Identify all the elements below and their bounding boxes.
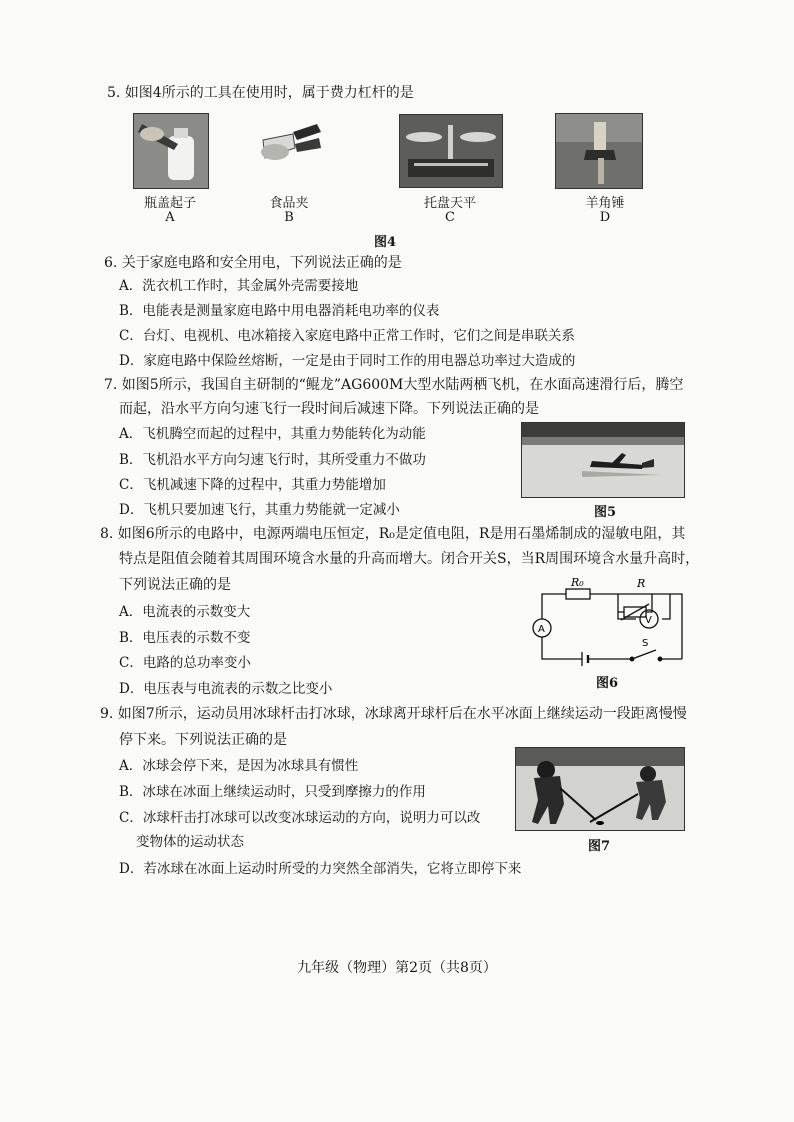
q9-option-a[interactable]: A．冰球会停下来，是因为冰球具有惯性: [119, 758, 359, 774]
q8-option-a[interactable]: A．电流表的示数变大: [119, 604, 251, 620]
food-tongs-icon: [253, 118, 323, 182]
q9-option-b[interactable]: B．冰球在冰面上继续运动时，只受到摩擦力的作用: [119, 784, 426, 800]
circuit-diagram: [524, 576, 690, 668]
balance-scale-icon: [400, 115, 502, 187]
q7-option-a[interactable]: A．飞机腾空而起的过程中，其重力势能转化为动能: [119, 426, 426, 442]
tool-name-a: 瓶盖起子: [143, 196, 196, 211]
q9-stem-line2: 停下来。下列说法正确的是: [119, 732, 287, 748]
tool-letter-c: C: [445, 210, 455, 225]
figure-5-photo: [521, 422, 685, 498]
tool-photo-claw-hammer: [555, 113, 643, 189]
q8-stem-line1: 8. 如图6所示的电路中，电源两端电压恒定，R₀是定值电阻，R是用石墨烯制成的湿敏电阻，其: [100, 526, 686, 542]
q8-stem-line2: 特点是阻值会随着其周围环境含水量的升高而增大。闭合开关S，当R周围环境含水量升高时，: [119, 551, 700, 567]
seaplane-icon: [522, 423, 684, 497]
q9-option-c-line2: 变物体的运动状态: [136, 834, 244, 850]
tool-photo-food-tongs: [253, 118, 323, 182]
q6-stem: 6. 关于家庭电路和安全用电，下列说法正确的是: [104, 255, 402, 271]
q6-option-c[interactable]: C．台灯、电视机、电冰箱接入家庭电路中正常工作时，它们之间是串联关系: [119, 328, 575, 344]
figure-5-label: 图5: [594, 505, 617, 520]
q6-option-a[interactable]: A．洗衣机工作时，其金属外壳需要接地: [119, 278, 359, 294]
tool-letter-a: A: [165, 210, 175, 225]
claw-hammer-icon: [556, 114, 642, 188]
q8-option-c[interactable]: C．电路的总功率变小: [119, 655, 251, 671]
tool-photo-bottle-opener: [133, 113, 209, 189]
figure-7-label: 图7: [588, 839, 611, 854]
q7-stem-line2: 而起，沿水平方向匀速飞行一段时间后减速下降。下列说法正确的是: [119, 401, 539, 417]
r0-label: R₀: [571, 576, 584, 589]
q9-option-d[interactable]: D．若冰球在冰面上运动时所受的力突然全部消失，它将立即停下来: [119, 861, 522, 877]
q9-stem-line1: 9. 如图7所示，运动员用冰球杆击打冰球，冰球离开球杆后在水平冰面上继续运动一段距离慢慢: [100, 706, 687, 722]
q7-stem-line1: 7. 如图5所示，我国自主研制的“鲲龙”AG600M大型水陆两栖飞机，在水面高速滑行后，腾空: [104, 377, 684, 393]
q6-option-b[interactable]: B．电能表是测量家庭电路中用电器消耗电功率的仪表: [119, 303, 440, 319]
q7-option-d[interactable]: D．飞机只要加速飞行，其重力势能就一定减小: [119, 502, 400, 518]
q7-option-b[interactable]: B．飞机沿水平方向匀速飞行时，其所受重力不做功: [119, 452, 426, 468]
q5-stem: 5. 如图4所示的工具在使用时，属于费力杠杆的是: [107, 85, 414, 101]
bottle-opener-icon: [134, 114, 208, 188]
q6-option-d[interactable]: D．家庭电路中保险丝熔断，一定是由于同时工作的用电器总功率过大造成的: [119, 353, 576, 369]
q7-option-c[interactable]: C．飞机减速下降的过程中，其重力势能增加: [119, 477, 386, 493]
r-label: R: [637, 577, 646, 590]
voltmeter-label: V: [645, 615, 652, 626]
q8-option-b[interactable]: B．电压表的示数不变: [119, 630, 251, 646]
tool-name-b: 食品夹: [269, 196, 309, 211]
q8-stem-line3: 下列说法正确的是: [119, 577, 231, 593]
tool-name-d: 羊角锤: [585, 196, 625, 211]
tool-letter-b: B: [284, 210, 294, 225]
ice-hockey-icon: [516, 748, 684, 830]
switch-label: S: [642, 638, 649, 649]
tool-photo-balance: [399, 114, 503, 188]
page-footer: 九年级（物理）第2页（共8页）: [297, 960, 497, 976]
q8-option-d[interactable]: D．电压表与电流表的示数之比变小: [119, 681, 333, 697]
r0-resistor-icon: [566, 589, 590, 599]
tool-letter-d: D: [599, 210, 611, 225]
ammeter-label: A: [538, 624, 545, 635]
figure-6-label: 图6: [596, 676, 619, 691]
figure-6-circuit: [524, 576, 690, 668]
tool-name-c: 托盘天平: [423, 196, 476, 211]
figure-7-photo: [515, 747, 685, 831]
q9-option-c-line1[interactable]: C．冰球杆击打冰球可以改变冰球运动的方向，说明力可以改: [119, 810, 481, 826]
figure-4-label: 图4: [374, 235, 397, 250]
